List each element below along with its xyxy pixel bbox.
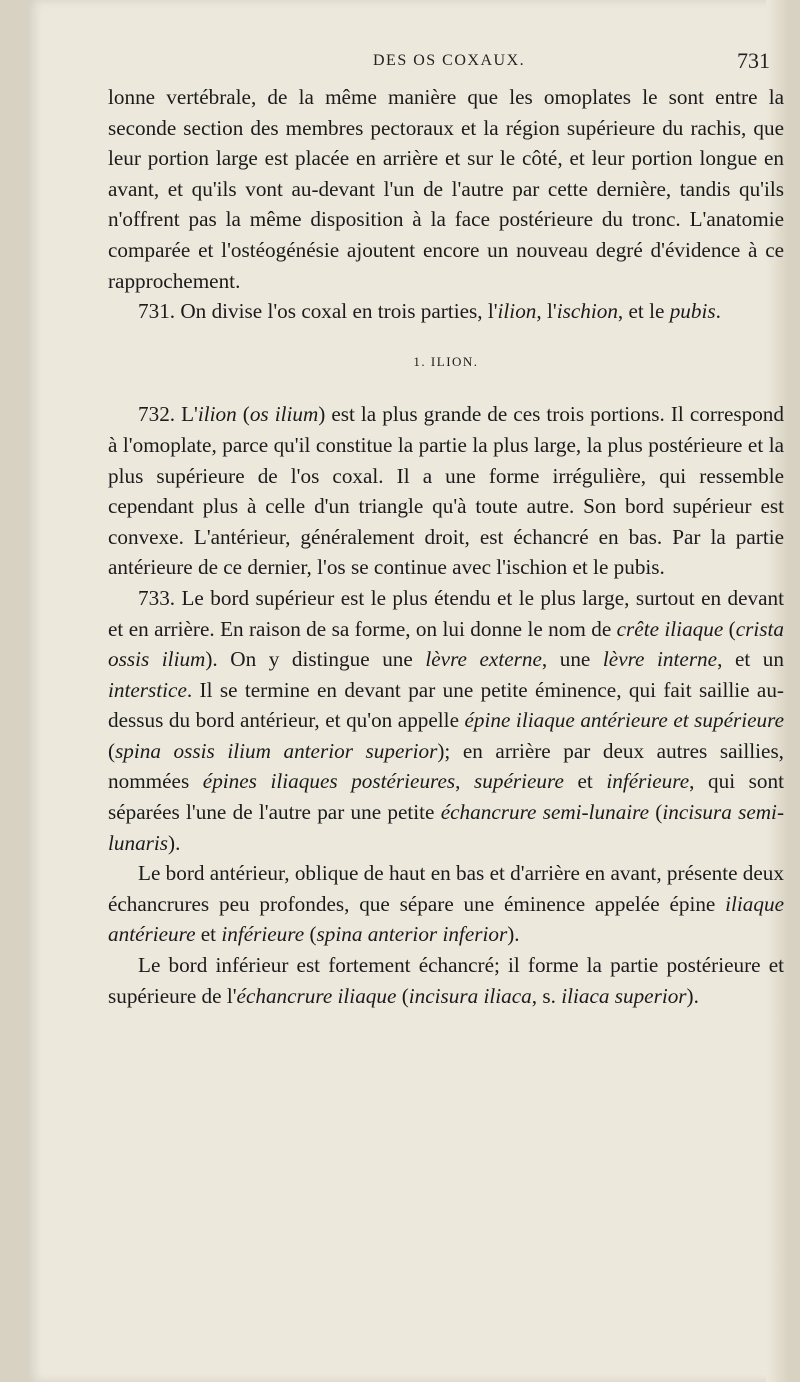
text-run: ).	[168, 830, 181, 855]
italic-term: inférieure	[221, 922, 305, 947]
text-run: Le bord supérieur est le plus étendu et le plus large, surtout en devant et en arrière. En raison de sa forme, on lui donne le nom de	[108, 585, 784, 641]
text-run: et	[195, 922, 222, 947]
italic-term: incisura iliaca	[408, 983, 532, 1008]
paragraph-number: 731.	[138, 299, 176, 324]
italic-term: iliaque antérieure	[108, 891, 784, 947]
text-run: ).	[686, 983, 699, 1008]
paragraph-anterior-border	[108, 858, 784, 950]
paragraph-inferior-border	[108, 950, 784, 1011]
italic-term: pubis	[669, 299, 716, 324]
italic-term: épine iliaque antérieure et supérieure	[464, 708, 784, 733]
italic-term: supérieure	[474, 769, 564, 794]
italic-term: ischion	[556, 299, 618, 324]
italic-term: inférieure	[606, 769, 690, 794]
page-number: 731	[737, 48, 770, 73]
text-run: .	[715, 299, 721, 324]
paragraph-number: 732.	[138, 402, 176, 427]
text-run: , et un	[717, 647, 784, 672]
italic-term: ilion	[197, 402, 237, 427]
italic-term: crête iliaque	[616, 616, 724, 641]
text-run: , l'	[536, 299, 557, 324]
page-header	[28, 50, 788, 80]
text-run: . Il se termine en devant par une petite éminence, qui fait saillie au-dessus du bord antérieur, et qu'on appelle	[108, 677, 784, 733]
text-run: et	[563, 769, 607, 794]
italic-term: iliaca superior	[561, 983, 687, 1008]
italic-term: incisura semi-lunaris	[108, 800, 784, 855]
italic-term: interstice	[108, 677, 187, 702]
paragraph-732	[108, 399, 784, 583]
text-run: (	[396, 983, 409, 1008]
text-run: , et le	[617, 299, 670, 324]
italic-term: crista ossis ilium	[108, 616, 784, 672]
italic-term: échancrure semi-lunaire	[440, 800, 650, 825]
italic-term: échancrure iliaque	[236, 983, 397, 1008]
text-run: Le bord inférieur est fortement échancré; il forme la partie postérieure et supérieure de l'	[108, 953, 784, 1008]
italic-term: lèvre interne	[602, 647, 718, 672]
text-run: (	[108, 738, 116, 763]
text-run: ) est la plus grande de ces trois portions. Il correspond à l'omoplate, parce qu'il constitue la partie la plus large, la plus postérieure et la plus supérieure de l'os coxal. Il a une forme irrégulière, qui ressemble cependant plus à celle d'un triangle qu'à toute autre. Son bord supérieur est convexe. L'antérieur, généralement droit, est échancré en bas. Par la partie antérieure de ce dernier, l'os se continue avec l'ischion et le pubis.	[108, 402, 784, 580]
italic-term: épines iliaques postérieures	[202, 769, 456, 794]
paragraph-731	[108, 296, 784, 327]
text-run: ).	[507, 922, 520, 947]
text-run: (	[304, 922, 317, 947]
text-run: ,	[455, 769, 475, 794]
text-run: , qui sont séparées l'une de l'autre par une petite	[108, 769, 784, 825]
italic-term: lèvre externe	[425, 647, 542, 672]
text-run: ). On y distingue une	[205, 647, 426, 672]
text-run: , s.	[531, 983, 562, 1008]
text-run: , une	[541, 647, 603, 672]
italic-term: ilion	[497, 299, 537, 324]
section-heading: 1. ILION.	[413, 353, 479, 369]
running-title: DES OS COXAUX.	[373, 52, 526, 69]
text-run: (	[723, 616, 736, 641]
text-run: Le bord antérieur, oblique de haut en bas et d'arrière en avant, présente deux échancrures peu profondes, que sépare une éminence appelée épine	[108, 861, 784, 916]
text-run: L'	[175, 402, 198, 427]
text-run: ); en arrière par deux autres saillies, nommées	[108, 738, 784, 794]
paragraph-continuation: lonne vertébrale, de la même manière que les omoplates le sont entre la seconde section des membres pectoraux et la région supérieure du rachis, que leur portion large est placée en arrière et sur le côté, et leur portion longue en avant, et qu'ils vont au-devant l'un de l'autre par cette dernière, tandis qu'ils n'offrent pas la même disposition à la face postérieure du tronc. L'anatomie comparée et l'ostéogénésie ajoutent encore un nouveau degré d'évidence à ce rapprochement.	[108, 85, 784, 293]
italic-term: spina ossis ilium anterior superior	[115, 738, 438, 763]
page-body	[108, 82, 784, 1011]
paragraph-733	[108, 583, 784, 858]
text-run: On divise l'os coxal en trois parties, l'	[175, 299, 498, 324]
paragraph-number: 733.	[138, 585, 176, 610]
text-run: (	[649, 800, 663, 825]
italic-term: spina anterior inferior	[316, 922, 508, 947]
italic-term: os ilium	[249, 402, 319, 427]
book-page	[28, 0, 788, 1382]
text-run: (	[236, 402, 250, 427]
